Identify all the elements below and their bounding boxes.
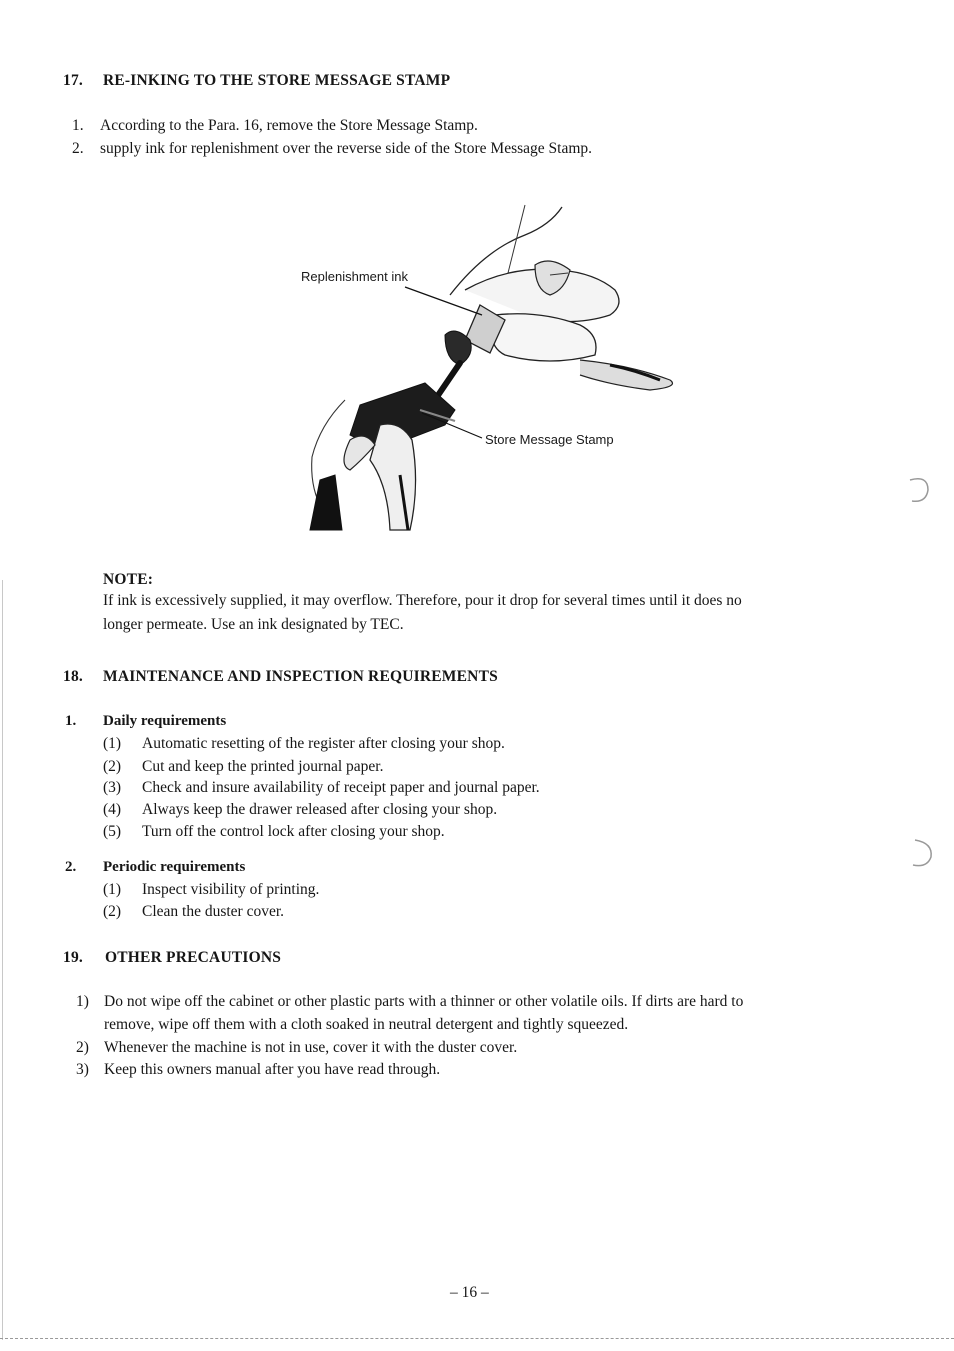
section-17-number: 17.: [63, 72, 83, 89]
precaution-2-number: 2): [76, 1039, 89, 1056]
store-message-stamp-label: Store Message Stamp: [485, 432, 614, 447]
re-inking-illustration: [250, 195, 710, 540]
step-2-number: 2.: [72, 140, 84, 157]
step-1-number: 1.: [72, 117, 84, 134]
daily-item-1-number: (1): [103, 735, 122, 752]
scan-edge-line: [2, 580, 3, 1340]
daily-item-4-text: Always keep the drawer released after closing your shop.: [142, 801, 498, 818]
daily-item-3-number: (3): [103, 779, 122, 796]
step-2-text: supply ink for replenishment over the reverse side of the Store Message Stamp.: [100, 140, 593, 157]
precaution-1-line-2: remove, wipe off them with a cloth soaked in neutral detergent and tightly squeezed.: [104, 1016, 629, 1033]
daily-item-5-number: (5): [103, 823, 122, 840]
hand-dropper-stamp-drawing: [250, 195, 710, 540]
step-1-text: According to the Para. 16, remove the Store Message Stamp.: [100, 117, 478, 134]
section-17-title: RE-INKING TO THE STORE MESSAGE STAMP: [103, 72, 451, 89]
page-number: – 16 –: [450, 1284, 489, 1301]
section-18-title: MAINTENANCE AND INSPECTION REQUIREMENTS: [103, 668, 498, 685]
daily-item-3-text: Check and insure availability of receipt paper and journal paper.: [142, 779, 540, 796]
periodic-item-1-number: (1): [103, 881, 122, 898]
punch-hole-mark-lower: [905, 835, 945, 875]
daily-item-5-text: Turn off the control lock after closing your shop.: [142, 823, 445, 840]
replenishment-ink-label: Replenishment ink: [301, 269, 408, 284]
periodic-number: 2.: [65, 859, 77, 875]
section-17-heading: [63, 72, 451, 90]
punch-hole-mark: [900, 465, 940, 505]
periodic-requirements-title: Periodic requirements: [103, 859, 246, 875]
periodic-item-2-text: Clean the duster cover.: [142, 903, 285, 920]
daily-item-1-text: Automatic resetting of the register after closing your shop.: [142, 735, 505, 752]
section-19-title: OTHER PRECAUTIONS: [105, 949, 282, 966]
daily-item-2-number: (2): [103, 758, 122, 775]
daily-item-2-text: Cut and keep the printed journal paper.: [142, 758, 384, 775]
periodic-item-1-text: Inspect visibility of printing.: [142, 881, 320, 898]
precaution-1-line-1: Do not wipe off the cabinet or other plastic parts with a thinner or other volatile oils. If dirts are hard to: [104, 993, 744, 1010]
precaution-3-text: Keep this owners manual after you have read through.: [104, 1061, 441, 1078]
note-line-1: If ink is excessively supplied, it may overflow. Therefore, pour it drop for several times until it does no: [103, 592, 742, 609]
note-title: NOTE:: [103, 571, 154, 588]
daily-item-4-number: (4): [103, 801, 122, 818]
precaution-2-text: Whenever the machine is not in use, cover it with the duster cover.: [104, 1039, 518, 1056]
section-18-number: 18.: [63, 668, 83, 685]
periodic-item-2-number: (2): [103, 903, 122, 920]
precaution-3-number: 3): [76, 1061, 89, 1078]
daily-requirements-title: Daily requirements: [103, 713, 227, 729]
section-19-number: 19.: [63, 949, 83, 966]
precaution-1-number: 1): [76, 993, 89, 1010]
note-line-2: longer permeate. Use an ink designated by TEC.: [103, 616, 404, 633]
scan-bottom-line: [0, 1338, 954, 1339]
daily-number: 1.: [65, 713, 77, 729]
